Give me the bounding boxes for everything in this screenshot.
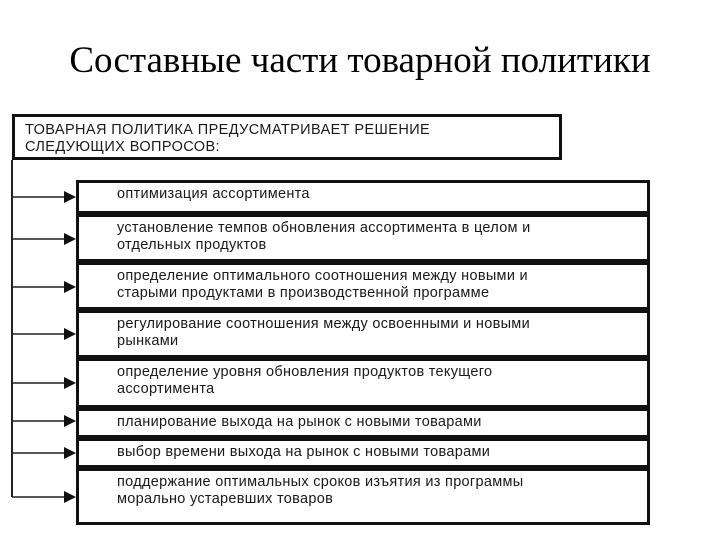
item-8-line-2: морально устаревших товаров <box>117 491 334 507</box>
item-2-line-2: отдельных продуктов <box>117 237 267 253</box>
item-3-line-2: старыми продуктами в производственной программе <box>117 285 490 301</box>
arrow-1 <box>12 191 76 203</box>
item-1-line-1: оптимизация ассортимента <box>117 186 310 202</box>
header-line-2: СЛЕДУЮЩИХ ВОПРОСОВ: <box>25 139 220 155</box>
item-4-line-1: регулирование соотношения между освоенными и новыми <box>117 316 530 332</box>
item-box-5 <box>76 358 650 408</box>
item-box-4 <box>76 310 650 358</box>
item-box-8 <box>76 468 650 525</box>
item-6-line-1: планирование выхода на рынок с новыми товарами <box>117 414 482 430</box>
item-box-7 <box>76 438 650 468</box>
item-5-line-2: ассортимента <box>117 381 215 397</box>
item-5-line-1: определение уровня обновления продуктов текущего <box>117 364 493 380</box>
item-box-6 <box>76 408 650 438</box>
item-2-line-1: установление темпов обновления ассортимента в целом и <box>117 220 531 236</box>
item-box-1 <box>76 180 650 214</box>
item-box-3 <box>76 262 650 310</box>
header-line-1: ТОВАРНАЯ ПОЛИТИКА ПРЕДУСМАТРИВАЕТ РЕШЕНИЕ <box>25 122 431 138</box>
slide-title: Составные части товарной политики <box>69 40 651 81</box>
arrow-4 <box>12 328 76 340</box>
item-3-line-1: определение оптимального соотношения между новыми и <box>117 268 528 284</box>
arrow-7 <box>12 447 76 459</box>
item-4-line-2: рынками <box>117 333 179 349</box>
item-8-line-1: поддержание оптимальных сроков изъятия из программы <box>117 474 524 490</box>
arrow-8 <box>12 491 76 503</box>
item-box-2 <box>76 214 650 262</box>
arrow-6 <box>12 415 76 427</box>
arrow-3 <box>12 281 76 293</box>
arrow-5 <box>12 377 76 389</box>
item-7-line-1: выбор времени выхода на рынок с новыми товарами <box>117 444 491 460</box>
arrow-2 <box>12 233 76 245</box>
